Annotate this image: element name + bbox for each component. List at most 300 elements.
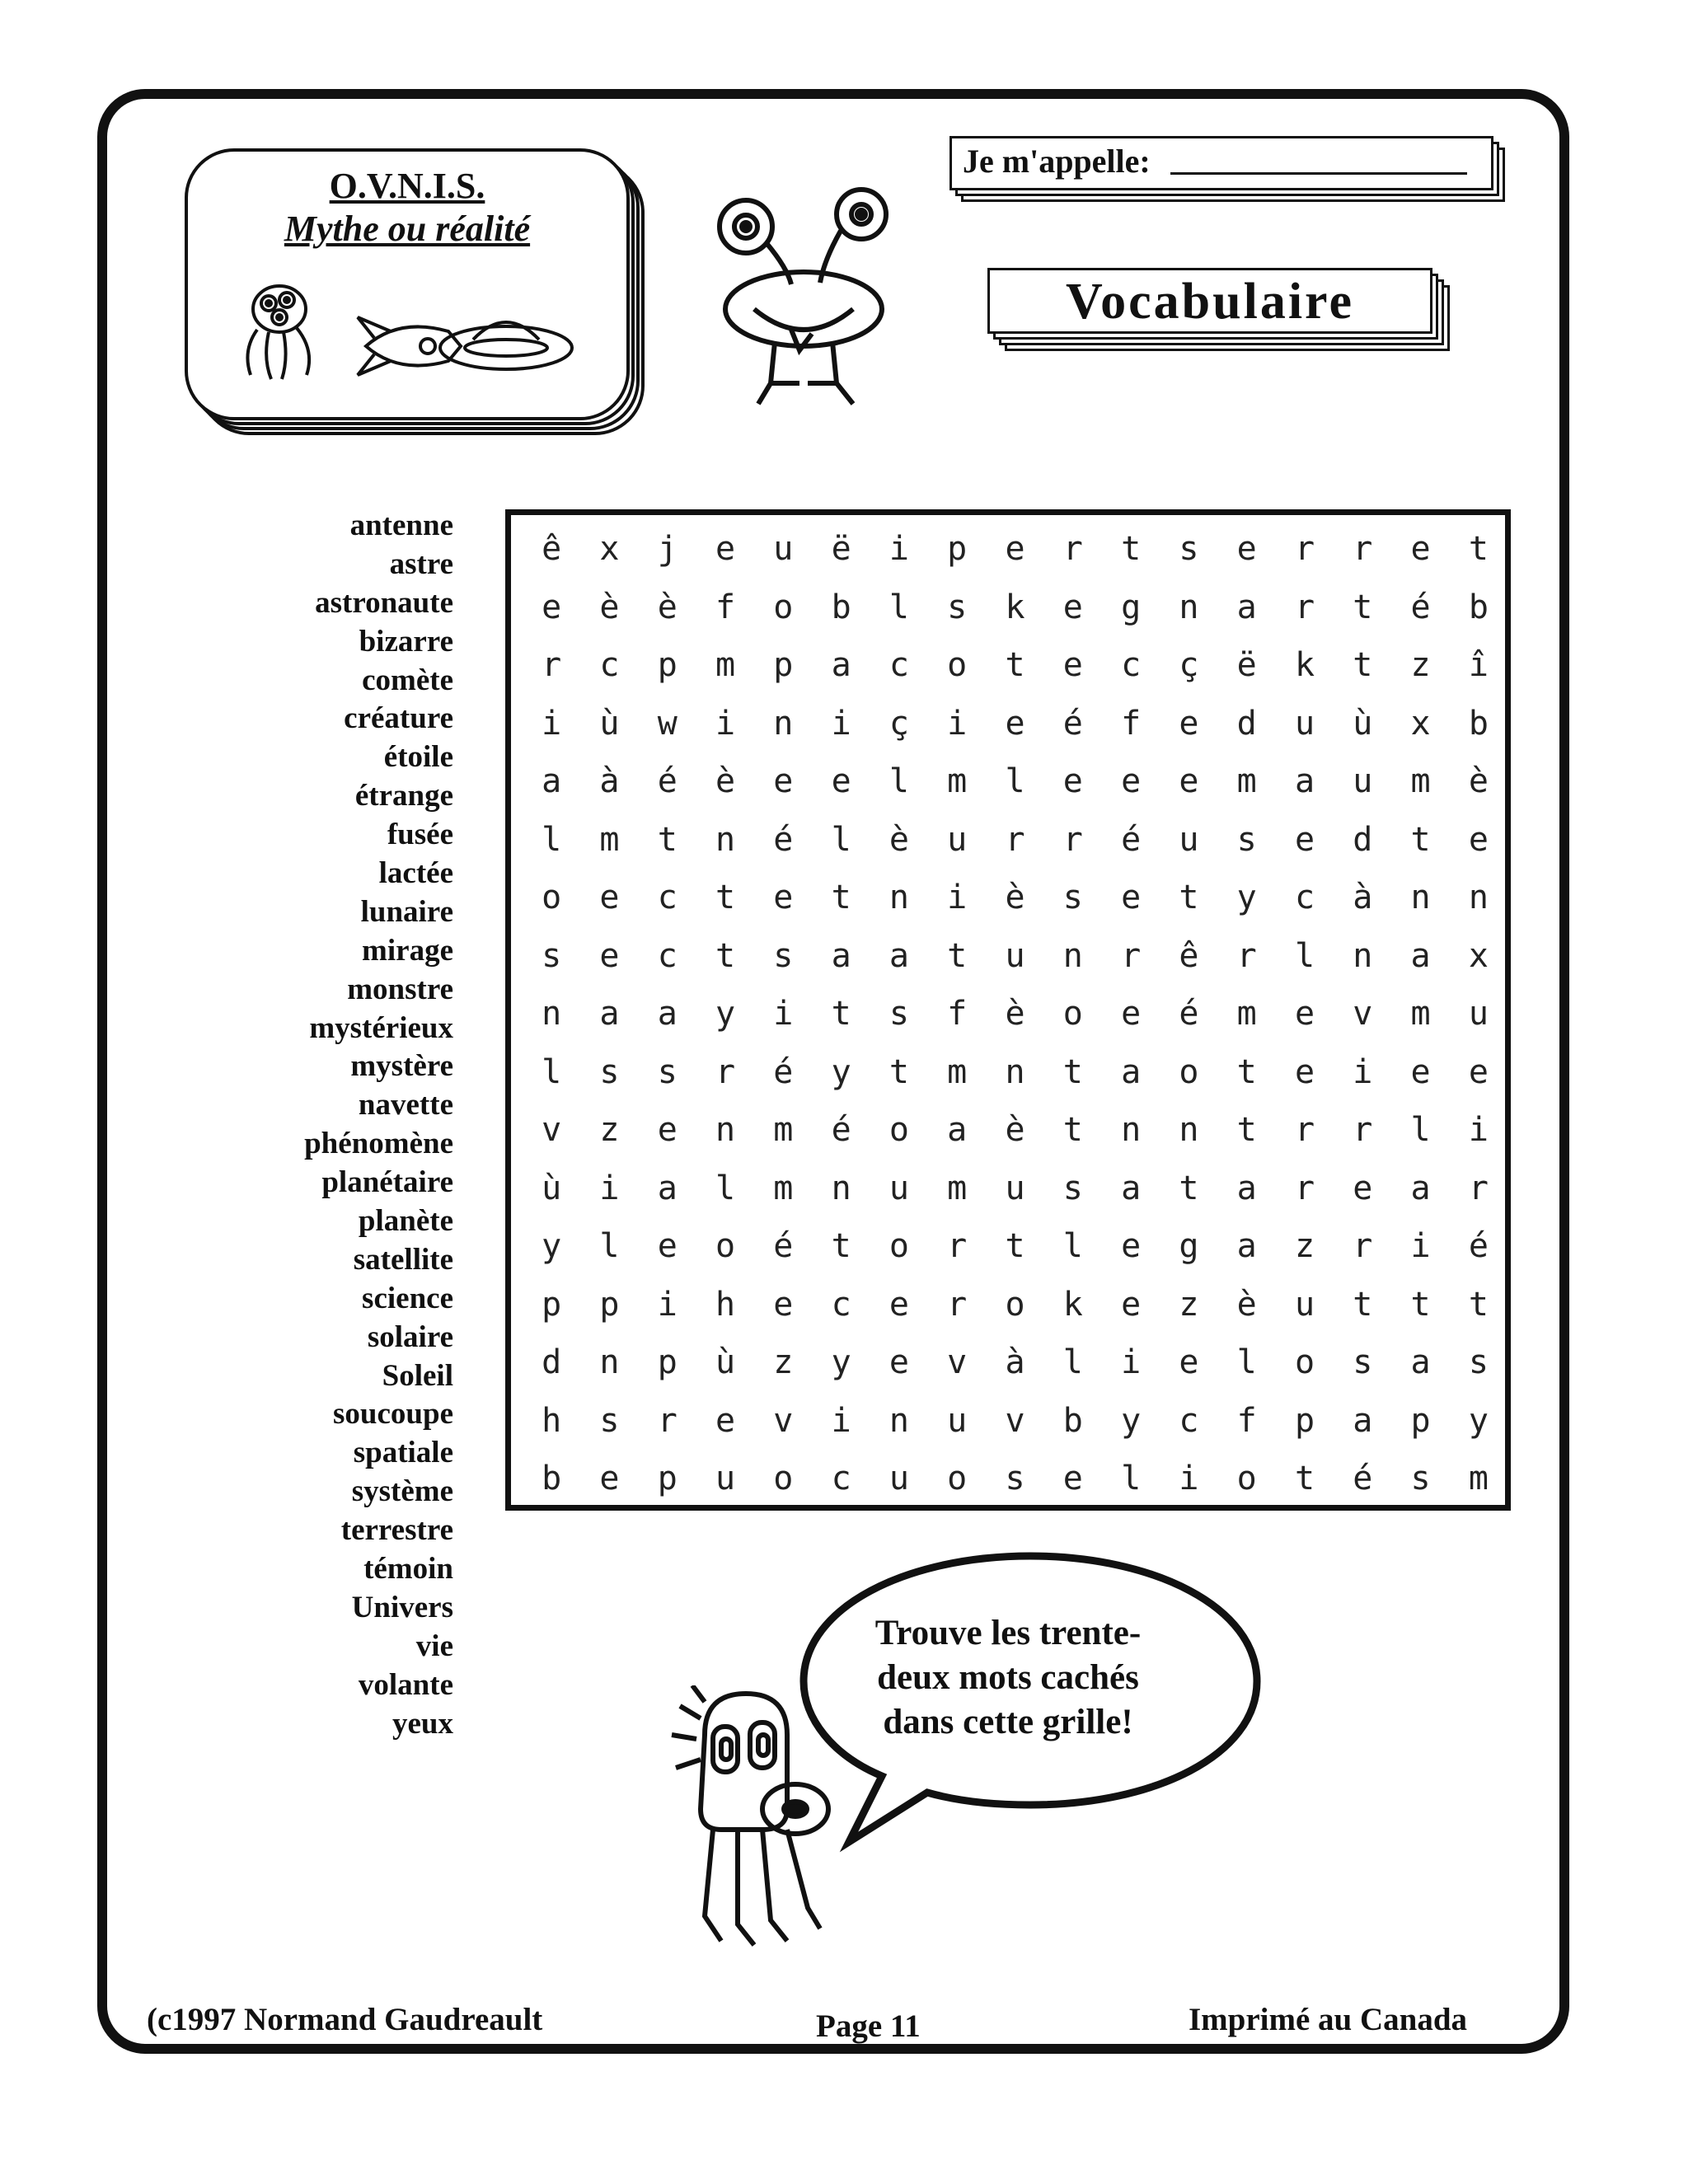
grid-letter[interactable]: n: [1353, 936, 1373, 975]
grid-letter[interactable]: x: [599, 530, 620, 568]
grid-letter[interactable]: m: [1410, 762, 1431, 800]
grid-letter[interactable]: e: [1179, 762, 1199, 800]
grid-letter[interactable]: l: [889, 762, 909, 800]
grid-letter[interactable]: u: [715, 1460, 736, 1497]
grid-letter[interactable]: y: [831, 1343, 851, 1381]
grid-letter[interactable]: t: [1121, 530, 1142, 568]
grid-letter[interactable]: a: [1294, 762, 1315, 800]
grid-letter[interactable]: s: [1062, 879, 1083, 916]
grid-letter[interactable]: c: [831, 1285, 851, 1324]
grid-letter[interactable]: b: [831, 588, 851, 626]
grid-letter[interactable]: o: [1236, 1460, 1257, 1497]
grid-letter[interactable]: r: [1353, 1111, 1373, 1149]
grid-letter[interactable]: e: [1121, 879, 1142, 916]
grid-letter[interactable]: e: [1121, 995, 1142, 1033]
grid-letter[interactable]: e: [773, 1285, 794, 1324]
grid-letter[interactable]: t: [1353, 1285, 1373, 1324]
grid-letter[interactable]: t: [1179, 879, 1199, 916]
grid-letter[interactable]: è: [1005, 995, 1025, 1033]
grid-letter[interactable]: i: [599, 1169, 620, 1207]
grid-letter[interactable]: è: [657, 588, 678, 626]
grid-letter[interactable]: é: [657, 762, 678, 800]
grid-letter[interactable]: l: [889, 588, 909, 626]
grid-letter[interactable]: n: [889, 879, 909, 916]
grid-letter[interactable]: t: [1353, 646, 1373, 684]
grid-letter[interactable]: s: [1005, 1460, 1025, 1497]
grid-letter[interactable]: p: [599, 1285, 620, 1324]
grid-letter[interactable]: e: [1121, 1285, 1142, 1324]
grid-letter[interactable]: é: [1121, 820, 1142, 859]
grid-letter[interactable]: r: [715, 1052, 736, 1091]
grid-letter[interactable]: u: [1353, 762, 1373, 800]
grid-letter[interactable]: r: [1353, 530, 1373, 568]
grid-letter[interactable]: t: [889, 1052, 909, 1091]
grid-letter[interactable]: a: [542, 762, 562, 800]
grid-letter[interactable]: e: [1005, 530, 1025, 568]
grid-letter[interactable]: r: [1353, 1227, 1373, 1265]
grid-letter[interactable]: e: [1410, 530, 1431, 568]
grid-letter[interactable]: u: [1005, 1169, 1025, 1207]
word-list-item: bizarre: [359, 624, 453, 658]
word-list-item: soucoupe: [333, 1397, 453, 1432]
grid-letter[interactable]: s: [599, 1052, 620, 1091]
grid-letter[interactable]: u: [889, 1460, 909, 1497]
grid-letter[interactable]: s: [1353, 1343, 1373, 1381]
grid-letter[interactable]: r: [1121, 936, 1142, 975]
grid-letter[interactable]: v: [1005, 1401, 1025, 1440]
grid-letter[interactable]: e: [773, 762, 794, 800]
grid-letter[interactable]: è: [715, 762, 736, 800]
grid-letter[interactable]: u: [773, 530, 794, 568]
grid-letter[interactable]: ê: [542, 530, 562, 568]
grid-letter[interactable]: e: [599, 936, 620, 975]
grid-letter[interactable]: w: [657, 704, 678, 743]
grid-letter[interactable]: o: [889, 1111, 909, 1149]
grid-letter[interactable]: t: [657, 820, 678, 859]
grid-letter[interactable]: i: [657, 1285, 678, 1324]
grid-letter[interactable]: n: [1179, 1111, 1199, 1149]
grid-letter[interactable]: m: [1468, 1460, 1489, 1497]
grid-letter[interactable]: e: [1410, 1052, 1431, 1091]
grid-letter[interactable]: e: [1062, 646, 1083, 684]
grid-letter[interactable]: a: [831, 936, 851, 975]
grid-letter[interactable]: ç: [1179, 646, 1199, 684]
grid-letter[interactable]: à: [1005, 1343, 1025, 1381]
grid-letter[interactable]: s: [947, 588, 968, 626]
grid-letter[interactable]: a: [1236, 1169, 1257, 1207]
grid-letter[interactable]: i: [715, 704, 736, 743]
grid-letter[interactable]: x: [1468, 936, 1489, 975]
grid-letter[interactable]: u: [1294, 1285, 1315, 1324]
grid-letter[interactable]: r: [1005, 820, 1025, 859]
grid-letter[interactable]: c: [1179, 1401, 1199, 1440]
grid-letter[interactable]: n: [715, 820, 736, 859]
grid-letter[interactable]: m: [715, 646, 736, 684]
grid-letter[interactable]: i: [1179, 1460, 1199, 1497]
grid-letter[interactable]: m: [1236, 995, 1257, 1033]
grid-letter[interactable]: a: [1410, 936, 1431, 975]
grid-letter[interactable]: n: [715, 1111, 736, 1149]
grid-letter[interactable]: s: [1468, 1343, 1489, 1381]
grid-letter[interactable]: n: [1410, 879, 1431, 916]
octopus-alien-icon: [247, 286, 309, 379]
grid-letter[interactable]: ù: [715, 1343, 736, 1381]
grid-letter[interactable]: f: [1121, 704, 1142, 743]
grid-letter[interactable]: l: [1121, 1460, 1142, 1497]
grid-letter[interactable]: a: [657, 995, 678, 1033]
grid-letter[interactable]: n: [1062, 936, 1083, 975]
grid-letter[interactable]: t: [1179, 1169, 1199, 1207]
grid-letter[interactable]: s: [657, 1052, 678, 1091]
grid-letter[interactable]: m: [773, 1111, 794, 1149]
grid-letter[interactable]: t: [1062, 1052, 1083, 1091]
grid-letter[interactable]: f: [947, 995, 968, 1033]
grid-letter[interactable]: e: [1062, 762, 1083, 800]
grid-letter[interactable]: n: [1468, 879, 1489, 916]
grid-letter[interactable]: l: [1410, 1111, 1431, 1149]
grid-letter[interactable]: t: [1410, 1285, 1431, 1324]
grid-letter[interactable]: a: [599, 995, 620, 1033]
grid-letter[interactable]: o: [1062, 995, 1083, 1033]
grid-letter[interactable]: v: [1353, 995, 1373, 1033]
grid-letter[interactable]: l: [542, 1052, 562, 1091]
grid-letter[interactable]: e: [889, 1343, 909, 1381]
grid-letter[interactable]: m: [1410, 995, 1431, 1033]
grid-letter[interactable]: l: [715, 1169, 736, 1207]
grid-letter[interactable]: a: [1353, 1401, 1373, 1440]
grid-letter[interactable]: z: [599, 1111, 620, 1149]
grid-letter[interactable]: t: [1353, 588, 1373, 626]
grid-letter[interactable]: j: [657, 530, 678, 568]
grid-letter[interactable]: a: [1410, 1343, 1431, 1381]
grid-letter[interactable]: a: [1236, 588, 1257, 626]
grid-letter[interactable]: é: [1410, 588, 1431, 626]
grid-letter[interactable]: p: [1410, 1401, 1431, 1440]
grid-letter[interactable]: n: [542, 995, 562, 1033]
grid-letter[interactable]: e: [1179, 1343, 1199, 1381]
grid-letter[interactable]: s: [1410, 1460, 1431, 1497]
grid-letter[interactable]: i: [889, 530, 909, 568]
grid-letter[interactable]: a: [1410, 1169, 1431, 1207]
grid-letter[interactable]: r: [1294, 530, 1315, 568]
grid-letter[interactable]: p: [657, 1343, 678, 1381]
grid-letter[interactable]: t: [715, 879, 736, 916]
grid-letter[interactable]: a: [657, 1169, 678, 1207]
grid-letter[interactable]: é: [1179, 995, 1199, 1033]
word-list-item: comète: [362, 663, 453, 697]
grid-letter[interactable]: l: [1062, 1227, 1083, 1265]
grid-letter[interactable]: h: [542, 1401, 562, 1440]
grid-letter[interactable]: r: [542, 646, 562, 684]
grid-letter[interactable]: è: [599, 588, 620, 626]
grid-letter[interactable]: a: [1236, 1227, 1257, 1265]
grid-letter[interactable]: ù: [599, 704, 620, 743]
grid-letter[interactable]: b: [1062, 1401, 1083, 1440]
grid-letter[interactable]: t: [947, 936, 968, 975]
grid-letter[interactable]: i: [1468, 1111, 1489, 1149]
grid-letter[interactable]: y: [542, 1227, 562, 1265]
grid-letter[interactable]: r: [1062, 820, 1083, 859]
grid-letter[interactable]: e: [1062, 1460, 1083, 1497]
grid-letter[interactable]: e: [1179, 704, 1199, 743]
grid-letter[interactable]: è: [1468, 762, 1489, 800]
grid-letter[interactable]: i: [542, 704, 562, 743]
grid-letter[interactable]: ê: [1179, 936, 1199, 975]
grid-letter[interactable]: r: [1236, 936, 1257, 975]
name-input-line[interactable]: [1170, 172, 1467, 175]
grid-letter[interactable]: c: [889, 646, 909, 684]
grid-letter[interactable]: n: [889, 1401, 909, 1440]
grid-letter[interactable]: s: [773, 936, 794, 975]
grid-letter[interactable]: r: [1062, 530, 1083, 568]
grid-letter[interactable]: v: [947, 1343, 968, 1381]
grid-letter[interactable]: a: [1121, 1052, 1142, 1091]
grid-letter[interactable]: e: [1121, 762, 1142, 800]
grid-letter[interactable]: s: [599, 1401, 620, 1440]
grid-letter[interactable]: c: [657, 879, 678, 916]
grid-letter[interactable]: ë: [831, 530, 851, 568]
grid-letter[interactable]: î: [1468, 646, 1489, 684]
grid-letter[interactable]: v: [542, 1111, 562, 1149]
grid-letter[interactable]: y: [831, 1052, 851, 1091]
grid-letter[interactable]: u: [1294, 704, 1315, 743]
grid-letter[interactable]: r: [947, 1285, 968, 1324]
grid-letter[interactable]: t: [1062, 1111, 1083, 1149]
grid-letter[interactable]: c: [599, 646, 620, 684]
grid-letter[interactable]: r: [1468, 1169, 1489, 1207]
grid-letter[interactable]: a: [889, 936, 909, 975]
grid-letter[interactable]: e: [599, 1460, 620, 1497]
grid-letter[interactable]: e: [542, 588, 562, 626]
grid-letter[interactable]: t: [1294, 1460, 1315, 1497]
grid-letter[interactable]: è: [1005, 879, 1025, 916]
grid-letter[interactable]: r: [1294, 1169, 1315, 1207]
grid-letter[interactable]: o: [773, 1460, 794, 1497]
grid-letter[interactable]: s: [1062, 1169, 1083, 1207]
grid-letter[interactable]: u: [1468, 995, 1489, 1033]
grid-letter[interactable]: p: [657, 1460, 678, 1497]
grid-letter[interactable]: t: [1005, 1227, 1025, 1265]
section-title-box: [987, 268, 1457, 359]
grid-letter[interactable]: i: [1121, 1343, 1142, 1381]
grid-letter[interactable]: ë: [1236, 646, 1257, 684]
grid-letter[interactable]: z: [1179, 1285, 1199, 1324]
grid-letter[interactable]: s: [542, 936, 562, 975]
grid-letter[interactable]: t: [1236, 1052, 1257, 1091]
grid-letter[interactable]: u: [889, 1169, 909, 1207]
grid-letter[interactable]: n: [1121, 1111, 1142, 1149]
grid-letter[interactable]: l: [1294, 936, 1315, 975]
grid-letter[interactable]: è: [889, 820, 909, 859]
word-list-item: yeux: [392, 1706, 453, 1741]
grid-letter[interactable]: k: [1294, 646, 1315, 684]
page-number: Page 11: [816, 2008, 921, 2044]
grid-letter[interactable]: ù: [542, 1169, 562, 1207]
grid-letter[interactable]: y: [1236, 879, 1257, 916]
grid-letter[interactable]: s: [889, 995, 909, 1033]
grid-letter[interactable]: l: [1005, 762, 1025, 800]
grid-letter[interactable]: e: [1468, 1052, 1489, 1091]
grid-letter[interactable]: b: [542, 1460, 562, 1497]
grid-letter[interactable]: t: [715, 936, 736, 975]
grid-letter[interactable]: s: [1179, 530, 1199, 568]
grid-letter[interactable]: m: [947, 1052, 968, 1091]
grid-letter[interactable]: o: [773, 588, 794, 626]
grid-letter[interactable]: n: [599, 1343, 620, 1381]
grid-letter[interactable]: a: [947, 1111, 968, 1149]
grid-letter[interactable]: h: [715, 1285, 736, 1324]
word-list-item: lunaire: [360, 894, 453, 929]
grid-letter[interactable]: y: [1121, 1401, 1142, 1440]
grid-letter[interactable]: è: [1236, 1285, 1257, 1324]
grid-letter[interactable]: l: [542, 820, 562, 859]
grid-letter[interactable]: r: [947, 1227, 968, 1265]
grid-letter[interactable]: b: [1468, 588, 1489, 626]
grid-letter[interactable]: à: [1353, 879, 1373, 916]
grid-letter[interactable]: n: [773, 704, 794, 743]
grid-letter[interactable]: i: [1410, 1227, 1431, 1265]
grid-letter[interactable]: k: [1062, 1285, 1083, 1324]
grid-letter[interactable]: ù: [1353, 704, 1373, 743]
grid-letter[interactable]: t: [1468, 530, 1489, 568]
grid-letter[interactable]: e: [1294, 820, 1315, 859]
grid-letter[interactable]: é: [1062, 704, 1083, 743]
grid-letter[interactable]: l: [1062, 1343, 1083, 1381]
grid-letter[interactable]: r: [657, 1401, 678, 1440]
grid-letter[interactable]: à: [599, 762, 620, 800]
grid-letter[interactable]: t: [831, 995, 851, 1033]
grid-letter[interactable]: u: [947, 820, 968, 859]
grid-letter[interactable]: é: [773, 820, 794, 859]
grid-letter[interactable]: t: [1410, 820, 1431, 859]
grid-letter[interactable]: o: [947, 1460, 968, 1497]
grid-letter[interactable]: o: [947, 646, 968, 684]
grid-letter[interactable]: e: [715, 530, 736, 568]
grid-letter[interactable]: x: [1410, 704, 1431, 743]
grid-letter[interactable]: m: [947, 1169, 968, 1207]
grid-letter[interactable]: l: [831, 820, 851, 859]
grid-letter[interactable]: é: [1353, 1460, 1373, 1497]
grid-letter[interactable]: d: [1353, 820, 1373, 859]
grid-letter[interactable]: e: [1294, 1052, 1315, 1091]
grid-letter[interactable]: n: [831, 1169, 851, 1207]
grid-letter[interactable]: m: [947, 762, 968, 800]
grid-letter[interactable]: p: [773, 646, 794, 684]
grid-letter[interactable]: t: [831, 1227, 851, 1265]
grid-letter[interactable]: d: [542, 1343, 562, 1381]
grid-letter[interactable]: i: [947, 879, 968, 916]
grid-letter[interactable]: c: [1121, 646, 1142, 684]
grid-letter[interactable]: t: [1005, 646, 1025, 684]
grid-letter[interactable]: e: [1062, 588, 1083, 626]
grid-letter[interactable]: e: [831, 762, 851, 800]
grid-letter[interactable]: e: [773, 879, 794, 916]
grid-letter[interactable]: o: [542, 879, 562, 916]
grid-letter[interactable]: l: [1236, 1343, 1257, 1381]
grid-letter[interactable]: c: [831, 1460, 851, 1497]
grid-letter[interactable]: z: [1410, 646, 1431, 684]
grid-letter[interactable]: e: [1236, 530, 1257, 568]
grid-letter[interactable]: p: [1294, 1401, 1315, 1440]
grid-letter[interactable]: g: [1121, 588, 1142, 626]
grid-letter[interactable]: z: [1294, 1227, 1315, 1265]
grid-letter[interactable]: b: [1468, 704, 1489, 743]
grid-letter[interactable]: i: [1353, 1052, 1373, 1091]
grid-letter[interactable]: c: [1294, 879, 1315, 916]
grid-letter[interactable]: é: [773, 1052, 794, 1091]
grid-letter[interactable]: o: [889, 1227, 909, 1265]
grid-letter[interactable]: e: [657, 1111, 678, 1149]
grid-letter[interactable]: p: [657, 646, 678, 684]
grid-letter[interactable]: i: [831, 704, 851, 743]
grid-letter[interactable]: u: [1005, 936, 1025, 975]
grid-letter[interactable]: p: [542, 1285, 562, 1324]
grid-letter[interactable]: o: [1294, 1343, 1315, 1381]
grid-letter[interactable]: y: [715, 995, 736, 1033]
grid-letter[interactable]: i: [831, 1401, 851, 1440]
grid-letter[interactable]: g: [1179, 1227, 1199, 1265]
grid-letter[interactable]: i: [773, 995, 794, 1033]
grid-letter[interactable]: e: [1468, 820, 1489, 859]
grid-letter[interactable]: m: [1236, 762, 1257, 800]
grid-letter[interactable]: e: [1121, 1227, 1142, 1265]
grid-letter[interactable]: m: [599, 820, 620, 859]
grid-letter[interactable]: s: [1236, 820, 1257, 859]
grid-letter[interactable]: u: [1179, 820, 1199, 859]
grid-letter[interactable]: e: [1005, 704, 1025, 743]
grid-letter[interactable]: è: [1005, 1111, 1025, 1149]
grid-letter[interactable]: é: [1468, 1227, 1489, 1265]
grid-letter[interactable]: e: [889, 1285, 909, 1324]
grid-letter[interactable]: e: [1353, 1169, 1373, 1207]
grid-letter[interactable]: d: [1236, 704, 1257, 743]
grid-letter[interactable]: k: [1005, 588, 1025, 626]
grid-letter[interactable]: r: [1294, 588, 1315, 626]
grid-letter[interactable]: f: [1236, 1401, 1257, 1440]
grid-letter[interactable]: v: [773, 1401, 794, 1440]
grid-letter[interactable]: é: [831, 1111, 851, 1149]
grid-letter[interactable]: t: [1236, 1111, 1257, 1149]
grid-letter[interactable]: a: [831, 646, 851, 684]
grid-letter[interactable]: i: [947, 704, 968, 743]
grid-letter[interactable]: f: [715, 588, 736, 626]
grid-letter[interactable]: u: [947, 1401, 968, 1440]
grid-letter[interactable]: n: [1005, 1052, 1025, 1091]
word-list-item: Univers: [351, 1590, 453, 1624]
grid-letter[interactable]: m: [773, 1169, 794, 1207]
grid-letter[interactable]: e: [1294, 995, 1315, 1033]
grid-letter[interactable]: z: [773, 1343, 794, 1381]
grid-letter[interactable]: n: [1179, 588, 1199, 626]
grid-letter[interactable]: e: [715, 1401, 736, 1440]
grid-letter[interactable]: ç: [889, 704, 909, 743]
grid-letter[interactable]: é: [773, 1227, 794, 1265]
grid-letter[interactable]: o: [1005, 1285, 1025, 1324]
grid-letter[interactable]: r: [1294, 1111, 1315, 1149]
grid-letter[interactable]: e: [599, 879, 620, 916]
grid-letter[interactable]: e: [657, 1227, 678, 1265]
grid-letter[interactable]: t: [831, 879, 851, 916]
bubble-line-3: dans cette grille!: [883, 1703, 1133, 1741]
grid-letter[interactable]: t: [1468, 1285, 1489, 1324]
grid-letter[interactable]: l: [599, 1227, 620, 1265]
grid-letter[interactable]: a: [1121, 1169, 1142, 1207]
grid-letter[interactable]: y: [1468, 1401, 1489, 1440]
grid-letter[interactable]: o: [715, 1227, 736, 1265]
grid-letter[interactable]: p: [947, 530, 968, 568]
grid-letter[interactable]: o: [1179, 1052, 1199, 1091]
grid-letter[interactable]: c: [657, 936, 678, 975]
